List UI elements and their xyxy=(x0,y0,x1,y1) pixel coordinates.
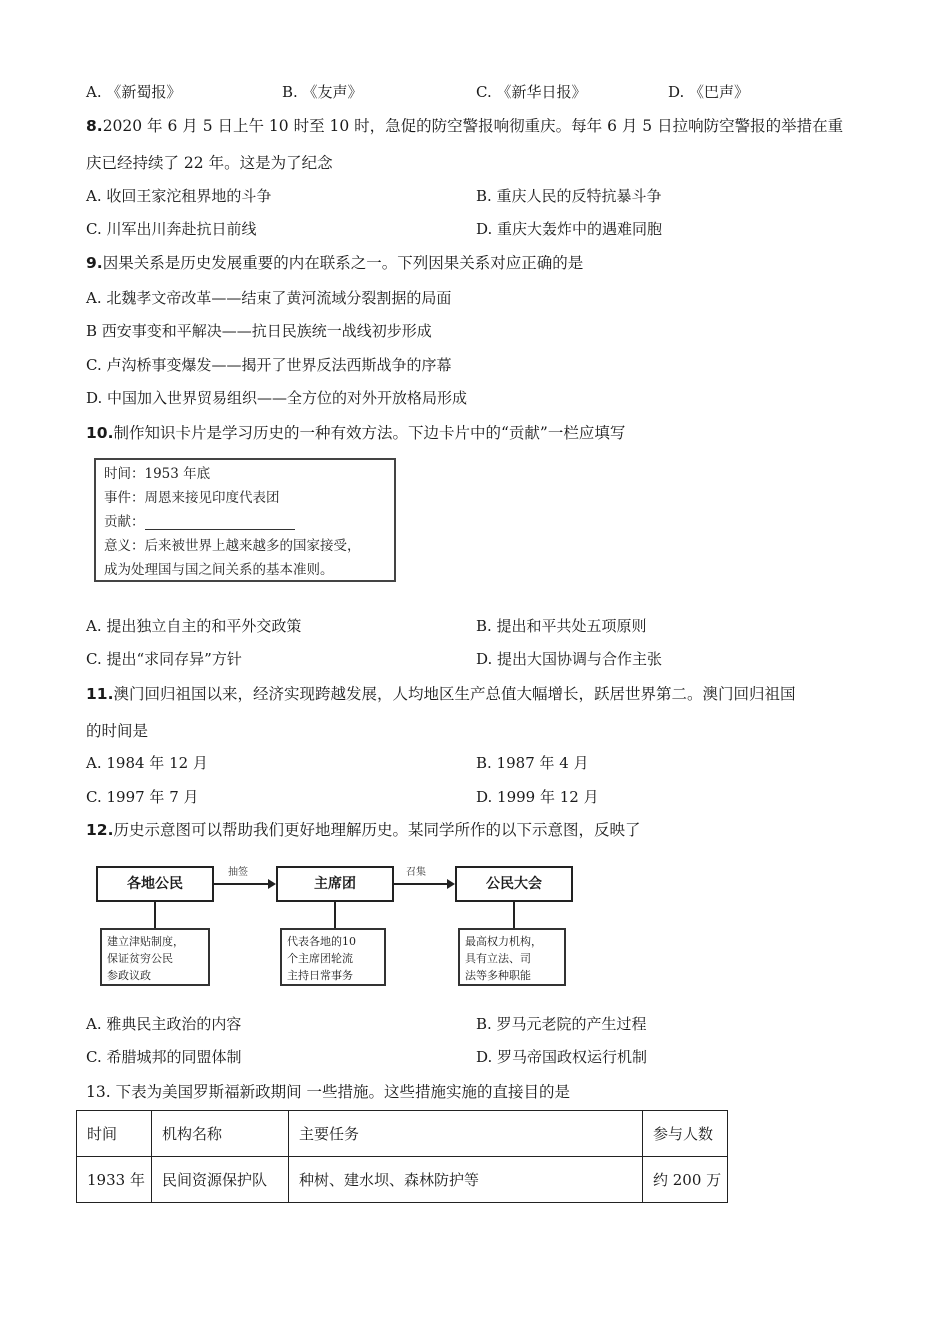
q8-number: 8. xyxy=(86,117,103,135)
q10-stem xyxy=(86,421,625,443)
q11-stem-line2: 的时间是 xyxy=(86,722,149,740)
card-contribution xyxy=(104,510,394,534)
table-cell: 1933 年 xyxy=(77,1157,152,1203)
arrow-label-lottery: 抽签 xyxy=(228,867,248,878)
note-line: 具有立法、司 xyxy=(465,952,531,965)
q9-number: 9. xyxy=(86,254,103,272)
q8-stem-text: 2020 年 6 月 5 日上午 10 时至 10 时，急促的防空警报响彻重庆。每年 6 月 5 日拉响防空警报的举措在重 xyxy=(102,117,844,135)
q9-option-b[interactable]: B 西安事变和平解决——抗日民族统一战线初步形成 xyxy=(86,322,432,340)
q12-option-c[interactable]: C. 希腊城邦的同盟体制 xyxy=(86,1048,242,1066)
q11-number: 11. xyxy=(86,685,114,703)
q10-number: 10. xyxy=(86,424,114,442)
diagram-note-assembly xyxy=(458,928,566,986)
table-header: 主要任务 xyxy=(289,1111,643,1157)
q7-option-c[interactable]: C. 《新华日报》 xyxy=(476,83,587,101)
q12-number: 12. xyxy=(86,821,114,839)
card-contribution-blank xyxy=(145,515,295,530)
card-contribution-label: 贡献： xyxy=(104,514,145,530)
diagram-box-presidium: 主席团 xyxy=(276,866,394,902)
connector-line xyxy=(513,902,515,928)
q8-option-c[interactable]: C. 川军出川奔赴抗日前线 xyxy=(86,220,257,238)
q7-option-a[interactable]: A. 《新蜀报》 xyxy=(86,83,182,101)
table-header-row xyxy=(77,1111,728,1157)
table-cell: 种树、建水坝、森林防护等 xyxy=(289,1157,643,1203)
arrow-label-convene: 召集 xyxy=(406,867,426,878)
q10-stem-text: 制作知识卡片是学习历史的一种有效方法。下边卡片中的“贡献”一栏应填写 xyxy=(113,424,626,442)
table-cell: 民间资源保护队 xyxy=(152,1157,289,1203)
q11-option-b[interactable]: B. 1987 年 4 月 xyxy=(476,754,589,772)
new-deal-table xyxy=(76,1110,728,1203)
card-meaning-line1: 意义：后来被世界上越来越多的国家接受， xyxy=(104,538,361,554)
note-line: 法等多种职能 xyxy=(465,969,531,982)
diagram-box-assembly: 公民大会 xyxy=(455,866,573,902)
arrow-icon xyxy=(394,876,455,892)
diagram-note-presidium xyxy=(280,928,386,986)
q12-stem xyxy=(86,818,640,840)
q12-stem-text: 历史示意图可以帮助我们更好地理解历史。某同学所作的以下示意图，反映了 xyxy=(113,821,641,839)
connector-line xyxy=(334,902,336,928)
q12-option-b[interactable]: B. 罗马元老院的产生过程 xyxy=(476,1015,647,1033)
table-header: 时间 xyxy=(77,1111,152,1157)
arrow-icon xyxy=(214,876,276,892)
q11-stem-line1 xyxy=(86,682,795,704)
note-line: 建立津贴制度， xyxy=(107,935,184,948)
q10-option-d[interactable]: D. 提出大国协调与合作主张 xyxy=(476,650,663,668)
diagram-box-citizens: 各地公民 xyxy=(96,866,214,902)
q8-stem-line1 xyxy=(86,114,843,136)
q10-option-b[interactable]: B. 提出和平共处五项原则 xyxy=(476,617,647,635)
q9-option-a[interactable]: A. 北魏孝文帝改革——结束了黄河流域分裂割据的局面 xyxy=(86,289,452,307)
q11-option-c[interactable]: C. 1997 年 7 月 xyxy=(86,788,199,806)
q9-option-c[interactable]: C. 卢沟桥事变爆发——揭开了世界反法西斯战争的序幕 xyxy=(86,356,452,374)
note-line: 个主席团轮流 xyxy=(287,952,353,965)
q9-stem-text: 因果关系是历史发展重要的内在联系之一。下列因果关系对应正确的是 xyxy=(102,254,584,272)
q8-stem-line2: 庆已经持续了 22 年。这是为了纪念 xyxy=(86,154,333,172)
q9-option-d[interactable]: D. 中国加入世界贸易组织——全方位的对外开放格局形成 xyxy=(86,389,468,407)
note-line: 保证贫穷公民 xyxy=(107,952,173,965)
q11-option-a[interactable]: A. 1984 年 12 月 xyxy=(86,754,208,772)
card-event: 事件：周恩来接见印度代表团 xyxy=(104,490,280,506)
card-time: 时间：1953 年底 xyxy=(104,466,211,482)
table-header: 参与人数 xyxy=(643,1111,728,1157)
q9-stem xyxy=(86,251,583,273)
table-header: 机构名称 xyxy=(152,1111,289,1157)
q11-option-d[interactable]: D. 1999 年 12 月 xyxy=(476,788,599,806)
q7-option-b[interactable]: B. 《友声》 xyxy=(282,83,363,101)
note-line: 最高权力机构， xyxy=(465,935,542,948)
q10-option-c[interactable]: C. 提出“求同存异”方针 xyxy=(86,650,242,668)
q8-option-b[interactable]: B. 重庆人民的反特抗暴斗争 xyxy=(476,187,662,205)
q13-stem: 13. 下表为美国罗斯福新政期间 一些措施。这些措施实施的直接目的是 xyxy=(86,1083,571,1101)
q10-option-a[interactable]: A. 提出独立自主的和平外交政策 xyxy=(86,617,302,635)
diagram-note-citizens xyxy=(100,928,210,986)
table-cell: 约 200 万 xyxy=(643,1157,728,1203)
q11-stem-text: 澳门回归祖国以来，经济实现跨越发展，人均地区生产总值大幅增长，跃居世界第二。澳门回归祖国 xyxy=(113,685,796,703)
q8-option-a[interactable]: A. 收回王家沱租界地的斗争 xyxy=(86,187,272,205)
note-line: 代表各地的10 xyxy=(287,935,356,948)
knowledge-card xyxy=(94,458,396,582)
q8-option-d[interactable]: D. 重庆大轰炸中的遇难同胞 xyxy=(476,220,663,238)
connector-line xyxy=(154,902,156,928)
card-meaning-line2: 成为处理国与国之间关系的基本准则。 xyxy=(104,562,334,578)
note-line: 参政议政 xyxy=(107,969,151,982)
q12-option-d[interactable]: D. 罗马帝国政权运行机制 xyxy=(476,1048,648,1066)
note-line: 主持日常事务 xyxy=(287,969,353,982)
q12-option-a[interactable]: A. 雅典民主政治的内容 xyxy=(86,1015,242,1033)
q7-option-d[interactable]: D. 《巴声》 xyxy=(668,83,750,101)
table-row xyxy=(77,1157,728,1203)
